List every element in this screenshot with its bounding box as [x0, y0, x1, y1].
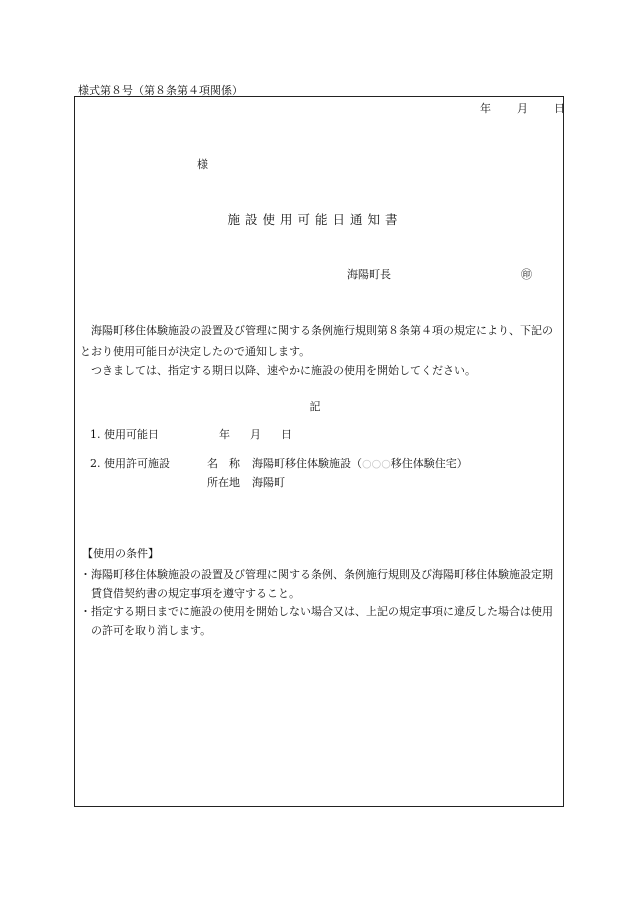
facility-name-faded: ○○○: [362, 457, 391, 470]
item1-label: 1. 使用可能日: [90, 428, 159, 441]
condition-text: 海陽町移住体験施設の設置及び管理に関する条例、条例施行規則及び海陽町移住体験施設定期賃貸借契約書の規定事項を遵守すること。: [91, 568, 553, 600]
facility-name-label: 名 称: [207, 457, 240, 470]
bullet-mark: ・: [80, 568, 91, 581]
facility-location-row: [207, 474, 285, 490]
condition-item: [80, 565, 560, 603]
document-frame: [74, 96, 564, 807]
body-paragraph-1: 海陽町移住体験施設の設置及び管理に関する条例施行規則第８条第４項の規定により、下記のとおり使用可能日が決定したので通知します。: [80, 324, 553, 358]
date-year-label: 年: [480, 102, 491, 115]
facility-location-label: 所在地: [207, 476, 240, 489]
facility-name-prefix: 海陽町移住体験施設（: [252, 457, 362, 470]
condition-text: 指定する期日までに施設の使用を開始しない場合又は、上記の規定事項に違反した場合は使用の許可を取り消します。: [91, 605, 553, 637]
form-number: 様式第８号（第８条第４項関係）: [78, 84, 243, 97]
item1-day: 日: [281, 428, 292, 441]
item1-year: 年: [219, 428, 230, 441]
facility-name-row: [207, 455, 468, 471]
issuer-name: 海陽町長: [347, 268, 391, 281]
addressee-suffix: 様: [197, 158, 208, 171]
date-month-label: 月: [517, 102, 528, 115]
item2-label: 2. 使用許可施設: [90, 457, 170, 470]
facility-name-suffix: 移住体験住宅）: [390, 457, 468, 470]
date-day-label: 日: [554, 102, 565, 115]
conditions-heading: 【使用の条件】: [82, 547, 159, 560]
bullet-mark: ・: [80, 605, 91, 618]
item-usable-date: [90, 426, 292, 442]
document-title: 施設使用可能日通知書: [227, 212, 403, 227]
issue-date: [480, 100, 565, 116]
item1-month: 月: [250, 428, 261, 441]
condition-item: [80, 602, 560, 640]
seal-mark: ㊞: [521, 268, 532, 281]
body-paragraph-2: つきましては、指定する期日以降、速やかに施設の使用を開始してください。: [91, 364, 476, 377]
ki-heading: 記: [309, 400, 321, 413]
facility-location-value: 海陽町: [252, 476, 285, 489]
